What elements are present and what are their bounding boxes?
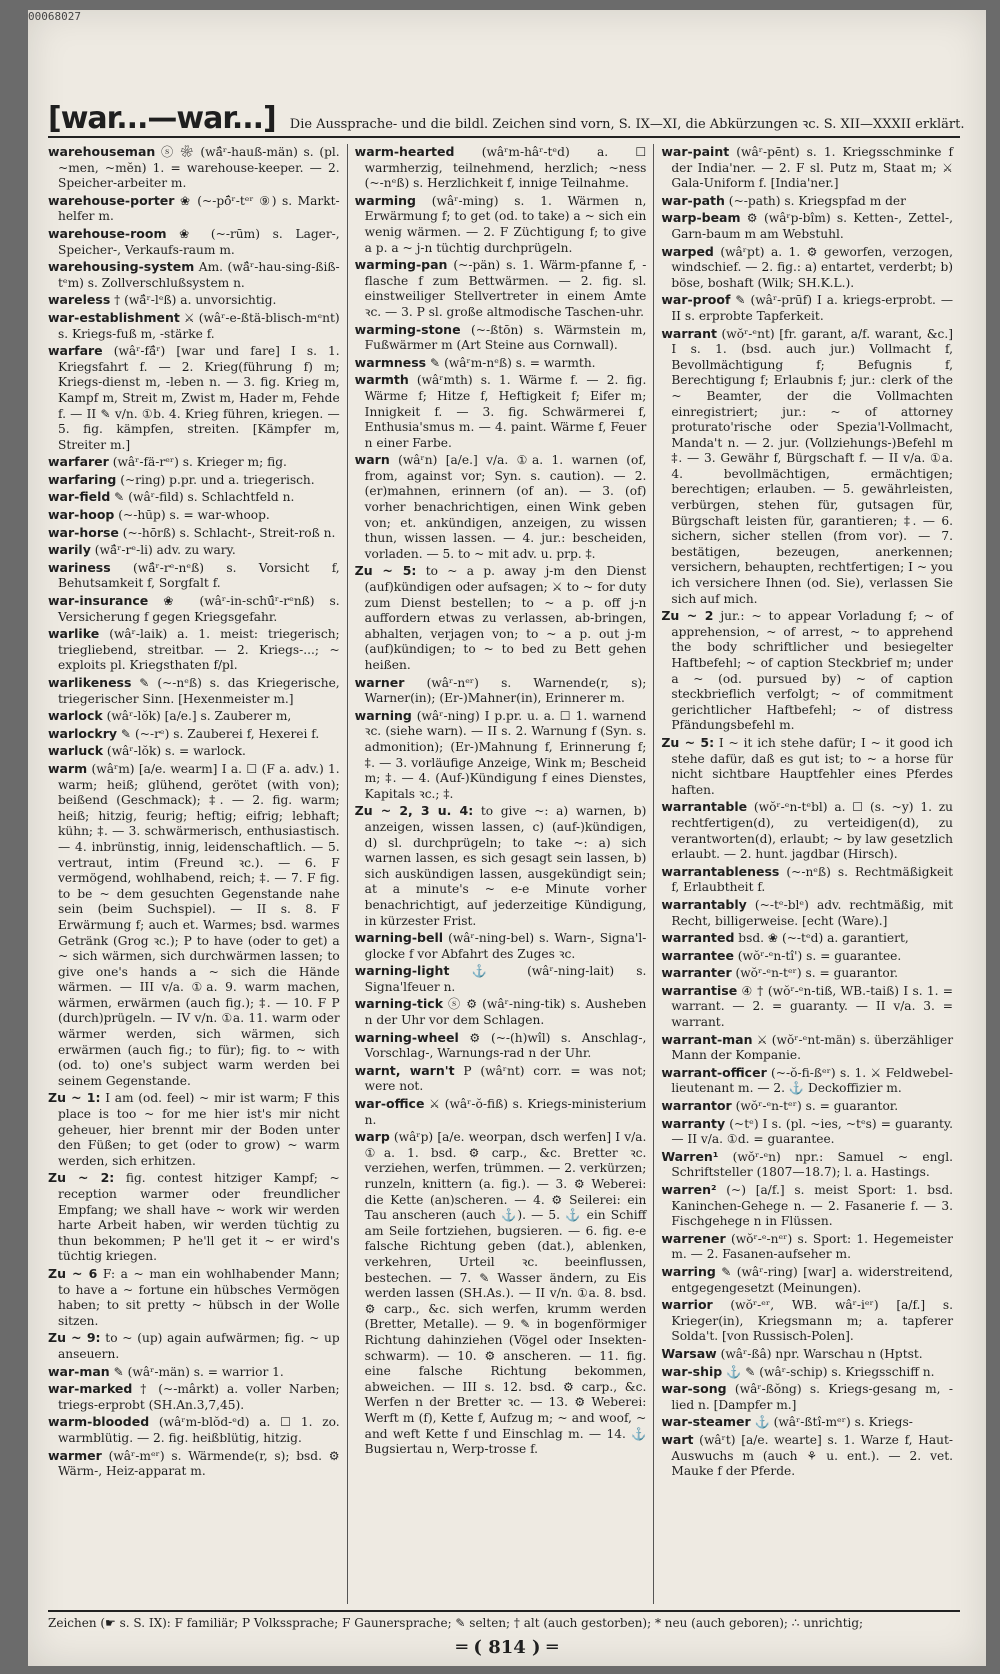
definition: (wŏʳ-ᵉn-tî') s. = guarantee. (733, 948, 902, 963)
definition: (~-pän) s. 1. Wärm-pfanne f, -flasche f zum Bettwärmen. — 2. fig. sl. einstweiliger Stellvertreter in einem Amte ꝛc. — 3. P sl. große altmodische Taschen-uhr. (364, 258, 647, 319)
headword: warnt, warn't (354, 1062, 455, 1078)
definition: (wâʳt) [a/e. wearte] s. 1. Warze f, Haut-Auswuchs m (auch ⚘ u. ent.). — 2. vet. Mauke f der Pferde. (671, 1432, 954, 1479)
definition: (wŏʳ-ᵉn-tᵉbl) a. ☐ (s. ~y) 1. zu rechtfertigen(d), zu verteidigen(d), zu verantworten(d), erlaubt; ~ by law gesetzlich erlaubt. — 2. hunt. jagdbar (Hirsch). (671, 800, 954, 862)
dictionary-entry (661, 930, 953, 947)
definition: (~-ŏ-fi-ßᵉʳ) s. 1. ⚔ Feldwebel-lieutenant m. — 2. ⚓ Deckoffizier m. (671, 1065, 954, 1096)
dictionary-entry (48, 542, 340, 559)
dictionary-entry (661, 1381, 953, 1413)
definition: (wŏʳ-ᵉn) npr.: Samuel ~ engl. Schriftsteller (1807—18.7); l. a. Hastings. (671, 1149, 954, 1180)
definition: ✎ (wâʳ-prūf) I a. kriegs-erprobt. — II s. erprobte Tapferkeit. (671, 293, 954, 323)
definition: (wâʳ-lŏk) [a/e.] s. Zauberer m, (102, 709, 292, 724)
headword: warily (48, 542, 91, 558)
definition: ⚓ (wâʳ-ning-lait) s. Signa'lfeuer n. (364, 964, 647, 994)
dictionary-entry (661, 1116, 953, 1148)
dictionary-entry (661, 1297, 953, 1345)
definition: (wŏʳ-ᵉn-tᵉʳ) s. = guarantor. (731, 1099, 899, 1114)
definition: (wâʳ-laik) a. 1. meist: triegerisch; triegliebend, streitbar. — 2. Kriegs-...; ~ exploits pl. Kriegsthaten f/pl. (58, 627, 340, 673)
definition: (~-tᵉ-blᵉ) adv. rechtmäßig, mit Recht, billigerweise. [echt (Ware).] (671, 897, 954, 928)
dictionary-entry (48, 525, 340, 542)
headword: wart (661, 1431, 694, 1447)
headword: war-hoop (48, 507, 115, 523)
headword: warrant-officer (661, 1064, 767, 1080)
definition: ❀ (~-rūm) s. Lager-, Speicher-, Verkaufs-raum m. (58, 226, 340, 257)
definition: ⚔ (wŏʳ-ᵉnt-män) s. überzähliger Mann der Kompanie. (671, 1032, 954, 1063)
symbol-legend: Zeichen (☛ s. S. IX): F familiär; P Volkssprache; F Gaunersprache; ✎ selten; † alt (auch gestorben); * neu (auch geboren); ∴ unrichtig; (48, 1610, 960, 1630)
definition: (wŏʳ-ᵉ-nᵉʳ) s. Sport: 1. Hegemeister m. — 2. Fasanen-aufseher m. (671, 1231, 954, 1262)
dictionary-entry (48, 708, 340, 725)
headword: war-horse (48, 524, 119, 540)
headword: war-steamer (661, 1414, 751, 1430)
definition: ④ † (wŏʳ-ᵉn-tiß, WB.-taiß) I s. 1. = warrant. — 2. = guaranty. — II v/a. 3. = warrant. (671, 983, 954, 1030)
headword: warrantor (661, 1098, 732, 1114)
dictionary-entry (661, 1364, 953, 1381)
dictionary-entry (661, 864, 953, 896)
definition: (~-hōrß) s. Schlacht-, Streit-roß n. (118, 525, 336, 540)
definition: ✎ (wâʳm-nᵉß) s. = warmth. (426, 355, 596, 370)
headword: Zu ~ 2, 3 u. 4: (354, 803, 474, 819)
headword: warrantable (661, 799, 748, 815)
headword: war-marked (48, 1381, 133, 1397)
definition: (wâʳpt) a. 1. ⚙ geworfen, verzogen, windschief. — 2. fig.: a) entartet, verderbt; b) böse, boshaft (Wilk; SH.K.L.). (671, 244, 954, 290)
headword: warlockry (48, 725, 118, 741)
definition: jur.: ~ to appear Vorladung f; ~ of apprehension, ~ of arrest, ~ to apprehend the body schriftlicher und besiegelter Haftbefehl; ~ of caption Steckbrief m; under a ~ (od. pursued by) ~ of caption steckbrieflich verfolgt; ~ of commitment gerichtlicher Haftbefehl; ~ of distress Pfändungsbefehl m. (671, 609, 954, 733)
headword: warlock (48, 708, 103, 724)
headword: warfare (48, 343, 103, 359)
definition: ⚙ (~-(h)wîl) s. Anschlag-, Vorschlag-, Warnungs-rad n der Uhr. (364, 1030, 647, 1061)
definition: fig. contest hitziger Kampf; ~ reception warmer oder freundlicher Empfang; we shall have ~ work wir werden harte Arbeit haben, wir werden tüchtig zu thun bekommen; P he'll get it ~ er wird's tüchtig kriegen. (58, 1171, 340, 1264)
dictionary-entry (355, 322, 647, 354)
definition: (~ring) p.pr. und a. triegerisch. (116, 472, 315, 487)
definition: (wŏʳ-ᵉn-tᵉʳ) s. = guarantor. (731, 966, 899, 981)
columns (48, 144, 960, 1604)
dictionary-entry (48, 489, 340, 506)
headword: Warren¹ (661, 1148, 719, 1164)
definition: ⓢ ❀ (wä̂ʳ-hauß-män) s. (pl. ~men, ~mĕn) 1. = warehouse-keeper. — 2. Speicher-arbeiter m. (58, 145, 340, 191)
definition: (wâʳ-mᵉʳ) s. Wärmende(r, s); bsd. ⚙ Wärm-, Heiz-apparat m. (58, 1448, 340, 1479)
headword: Zu ~ 1: (48, 1090, 101, 1106)
dictionary-entry (48, 310, 340, 342)
column-1 (48, 144, 347, 1604)
dictionary-entry (48, 1266, 340, 1329)
headword: warehouse-porter (48, 192, 175, 208)
headword: warmer (48, 1447, 102, 1463)
headword: warranter (661, 965, 732, 981)
headword: warming-stone (354, 321, 461, 337)
page-header (48, 98, 965, 138)
definition: (wâʳ-ßŏng) s. Kriegs-gesang m, -lied n. [Dampfer m.] (671, 1382, 954, 1412)
definition: ⚓ ✎ (wâʳ-schip) s. Kriegsschiff n. (722, 1364, 935, 1379)
headword: warn (354, 452, 390, 468)
definition: (~-hūp) s. = war-whoop. (114, 508, 270, 523)
definition: (wâʳ-ßâ) npr. Warschau n (Hptst. (716, 1346, 923, 1361)
definition: ⚙ (wâʳp-bîm) s. Ketten-, Zettel-, Garn-baum m am Webstuhl. (671, 211, 954, 241)
dictionary-entry (48, 743, 340, 760)
dictionary-entry (661, 210, 953, 242)
dictionary-entry (48, 726, 340, 743)
dictionary-entry (48, 626, 340, 674)
headword: war-ship (661, 1363, 723, 1379)
headword: warrener (661, 1230, 726, 1246)
header-note: Die Aussprache- und die bildl. Zeichen sind vorn, S. IX—XI, die Abkürzungen ꝛc. S. XII—XXXII erklärt. (289, 117, 965, 132)
definition: † (~-mârkt) a. voller Narben; triegs-erprobt (SH.An.3,7,45). (58, 1382, 340, 1412)
headword: war-establishment (48, 309, 180, 325)
dictionary-entry (355, 563, 647, 673)
dictionary-entry (661, 326, 953, 608)
headword: warrantably (661, 896, 747, 912)
guide-words: [war...—war...] (48, 101, 276, 136)
dictionary-entry (48, 259, 340, 291)
dictionary-entry (355, 1063, 647, 1095)
definition: ⓢ ⚙ (wâʳ-ning-tik) s. Ausheben n der Uhr vor dem Schlagen. (364, 997, 647, 1028)
headword: warrior (661, 1297, 713, 1313)
dictionary-entry (661, 608, 953, 734)
column-3 (653, 144, 960, 1604)
headword: warranted (661, 930, 735, 946)
dictionary-entry (355, 372, 647, 451)
dictionary-entry (48, 472, 340, 489)
headword: Zu ~ 2 (661, 608, 714, 624)
definition: (wâʳ-ning-bel) s. Warn-, Signa'l-glocke f vor Abfahrt des Zuges ꝛc. (364, 931, 647, 961)
definition: (wâʳp) [a/e. weorpan, dsch werfen] I v/a. ①a. 1. bsd. ⚙ carp., &c. Bretter ꝛc. verziehen, werfen, trümmen. — 2. verkürzen; runzeln, knittern (a. fig.). — 3. ⚙ Weberei: die Kette (an)scheren. — 4. ⚙ Seilerei: ein Tau anscheren (auch ⚓). — 5. ⚓ ein Schiff am Seile fortziehen, bugsieren. — 6. fig. e-e falsche Richtung geben (dat.), ablenken, verkehren, Urteil ꝛc. beeinflussen, bestechen. — 7. ✎ Wasser ändern, zu Eis werden lassen (SH.As.). — II v/n. ①a. 8. bsd. ⚙ carp., &c. sich werfen, krumm werden (Bretter, Metalle). — 9. ✎ in bogenförmiger Richtung dahinziehen (Vögel oder Insekten-schwarm). — 10. ⚙ anscheren. — 11. fig. eine falsche Richtung bekommen, abweichen. — III s. 12. bsd. ⚙ carp., &c. Werfen n der Bretter ꝛc. — 13. ⚙ Weberei: Werft m (f), Kette f, Aufzug m; ~ and woof, ~ and weft Kette f und Einschlag m. — 14. ⚓ Bugsiertau n, Werp-trosse f. (364, 1130, 647, 1457)
definition: I ~ it ich stehe dafür; I ~ it good ich stehe dafür, daß es gut ist; to ~ a horse für nicht sichtbare Hauptfehler eines Pferdes haften. (671, 735, 954, 797)
definition: ❀ (wâʳ-in-schū̂ʳ-rᵉnß) s. Versicherung f gegen Kriegsgefahr. (58, 594, 340, 624)
headword: warped (661, 243, 714, 259)
dictionary-entry (48, 292, 340, 309)
dictionary-entry (48, 1170, 340, 1265)
headword: Zu ~ 9: (48, 1330, 101, 1346)
definition: (wâʳ-ming) s. 1. Wärmen n, Erwärmung f; to get (od. to take) a ~ sich ein wenig wärmen. — 2. F Züchtigung f; to give a p. a ~ j-n tüchtig durchprügeln. (364, 193, 647, 255)
dictionary-entry (661, 1098, 953, 1115)
dictionary-entry (355, 1030, 647, 1062)
headword: Zu ~ 5: (661, 734, 715, 750)
definition: (wâʳ-ning) I p.pr. u. a. ☐ 1. warnend ꝛc. (siehe warn). — II s. 2. Warnung f (Syn. s. admonition); (Er-)Mahnung f, Erinnerung f; ‡. — 3. vorläufige Anzeige, Wink m; Bescheid m; ‡. — 4. (Auf-)Kündigung f eines Dienstes, Kapitals ꝛc.; ‡. (364, 708, 647, 801)
definition: ✎ (~-nᵉß) s. das Kriegerische, triegerischer Sinn. [Hexenmeister m.] (58, 676, 340, 706)
definition: ✎ (~-rᵉ) s. Zauberei f, Hexerei f. (117, 726, 320, 741)
headword: warfaring (48, 471, 117, 487)
headword: wareless (48, 292, 111, 308)
definition: (~-ßtōn) s. Wärmstein m, Fußwärmer m (Art Steine aus Cornwall). (364, 322, 647, 353)
headword: warrantee (661, 947, 734, 963)
definition: (~-path) s. Kriegspfad m der (724, 193, 906, 208)
definition: (wä̂ʳ-rᵉ-nᵉß) s. Vorsicht f, Behutsamkeit f, Sorgfalt f. (58, 560, 340, 591)
definition: ⚓ (wâʳ-ßtî-mᵉʳ) s. Kriegs- (750, 1415, 913, 1430)
dictionary-entry (661, 965, 953, 982)
dictionary-entry (661, 193, 953, 210)
dictionary-entry (355, 803, 647, 929)
definition: (wŏʳ-ᵉʳ, WB. wâʳ-iᵉʳ) [a/f.] s. Krieger(in), Kriegsmann m; a. tapferer Solda't. [von Russisch-Polen]. (671, 1298, 954, 1344)
dictionary-entry (48, 560, 340, 592)
definition: bsd. ❀ (~-tᵉd) a. garantiert, (734, 931, 909, 946)
headword: war-song (661, 1381, 727, 1397)
dictionary-entry (48, 1364, 340, 1381)
definition: (wâʳn) [a/e.] v/a. ①a. 1. warnen (of, from, against vor; Syn. s. caution). — 2. (er)mahnen, erinnern (of an). — 3. (of) vorher benachrichtigen, einen Wink geben von; et. ankündigen, anzeigen, zu wissen thun, wissen lassen. — 4. jur.: bescheiden, vorladen. — 5. to ~ mit adv. u. prp. ‡. (364, 453, 647, 561)
dictionary-entry (661, 983, 953, 1031)
dictionary-entry (661, 799, 953, 862)
headword: warrantableness (661, 863, 780, 879)
headword: warp (354, 1129, 390, 1145)
dictionary-entry (661, 1231, 953, 1263)
headword: warm-blooded (48, 1414, 150, 1430)
headword: Zu ~ 6 (48, 1265, 98, 1281)
headword: war-path (661, 192, 725, 208)
dictionary-entry (48, 675, 340, 707)
headword: warehouse-room (48, 225, 167, 241)
dictionary-entry (48, 144, 340, 192)
dictionary-entry (48, 1448, 340, 1480)
definition: (wâʳmth) s. 1. Wärme f. — 2. fig. Wärme f; Hitze f, Heftigkeit f; Eifer m; Innigkeit f. — 3. fig. Schwärmerei f, Enthusia'smus m. — 4. paint. Wärme f, Feuer n einer Farbe. (364, 373, 647, 450)
headword: warning-bell (354, 930, 444, 946)
headword: warrant-man (661, 1031, 753, 1047)
dictionary-entry (48, 507, 340, 524)
headword: Warsaw (661, 1345, 717, 1361)
headword: warren² (661, 1182, 717, 1197)
headword: warlikeness (48, 675, 132, 690)
headword: war-proof (661, 292, 731, 308)
dictionary-entry (661, 244, 953, 292)
headword: warp-beam (661, 210, 741, 226)
definition: (~) [a/f.] s. meist Sport: 1. bsd. Kaninchen-Gehege n. — 2. Fasanerie f. — 3. Fischgehege n in Flüssen. (671, 1183, 954, 1229)
dictionary-entry (355, 996, 647, 1028)
page-number: ═ ( 814 ) ═ (456, 1637, 558, 1658)
definition: (wâʳ-fä̂ʳ) [war und fare] I s. 1. Kriegsfahrt f. — 2. Krieg(führung f) m; Kriegs-dienst m, -leben n. — 3. fig. Krieg m, Kampf m, Streit m, Zwist m, Hader m, Fehde f. — II ✎ v/n. ①b. 4. Krieg führen, kriegen. — 5. fig. kämpfen, streiten. [Kämpfer m, Streiter m.] (58, 344, 340, 452)
headword: warfarer (48, 454, 109, 470)
dictionary-entry (355, 452, 647, 562)
definition: (~tᵉ) I s. (pl. ~ies, ~tᵉs) = guaranty. — II v/a. ①d. = guarantee. (671, 1116, 954, 1147)
definition: ❀ (~-pō̂ʳ-tᵉʳ ⑨) s. Markt-helfer m. (58, 193, 340, 224)
definition: (wŏʳ-ᵉnt) [fr. garant, a/f. warant, &c.] I s. 1. (bsd. auch jur.) Vollmacht f, Bevollmächtigung f; Befugnis f, Berechtigung f; Erlaubnis f; jur.: clerk of the ~ Beamter, der die Vollmachten einregistriert; jur.: ~ of attorney proturato'rische oder Spezia'l-Vollmacht, Manda't n. — 2. jur. (Vollziehungs-)Befehl m ‡. — 3. Gewähr f, Bürgschaft f. — II v/a. ①a. 4. bevollmächtigen, ermächtigen; berechtigen; erlauben. — 5. gewährleisten, verbürgen, stehen für, gutsagen für, Bürgschaft leisten für, garantieren; ‡. — 6. sichern, sicher stellen (from vor). — 7. bestätigen, bezeugen, anerkennen; versichern, behaupten, rechtfertigen; I ~ you ich versichere Ihnen (od. Sie), verlassen Sie sich auf mich. (671, 326, 954, 606)
dictionary-entry (661, 1414, 953, 1431)
dictionary-entry (661, 1149, 953, 1181)
definition: ⚔ (wâʳ-e-ßtä-blisch-mᵉnt) s. Kriegs-fuß m, -stärke f. (58, 310, 340, 341)
column-2 (347, 144, 654, 1604)
definition: (wâʳm-hâʳ-tᵉd) a. ☐ warmherzig, teilnehmend, herzlich; ~ness (~-nᵉß) s. Herzlichkeit f, innige Teilnahme. (364, 145, 647, 191)
dictionary-entry (661, 144, 953, 192)
definition: F: a ~ man ein wohlhabender Mann; to have a ~ fortune ein hübsches Vermögen haben; to sit pretty ~ hübsch in der Wolle sitzen. (58, 1266, 340, 1328)
dictionary-entry (48, 1381, 340, 1413)
definition: (wä̂ʳ-rᵉ-li) adv. zu wary. (90, 543, 236, 558)
dictionary-entry (48, 226, 340, 258)
headword: war-field (48, 489, 111, 505)
headword: warmness (354, 354, 427, 370)
headword: warm-hearted (354, 144, 455, 159)
definition: to ~ a p. away j-m den Dienst (auf)kündigen oder aufsagen; ⚔ to ~ for duty zum Dienst bestellen; to ~ a p. off j-n auffordern etwas zu verlassen, ab-bringen, abhalten, verjagen von; to ~ a p. out j-m (auf)kündigen; to ~ to bed zu Bett gehen heißen. (364, 564, 647, 672)
dictionary-page (28, 10, 986, 1666)
headword: Zu ~ 2: (48, 1170, 115, 1186)
scan-id: 00068027 (28, 10, 81, 23)
dictionary-entry (661, 1264, 953, 1296)
definition: (wâʳ-nᵉʳ) s. Warnende(r, s); Warner(in); (Er-)Mahner(in), Erinnerer m. (364, 675, 647, 706)
headword: war-man (48, 1363, 110, 1379)
dictionary-entry (355, 257, 647, 320)
dictionary-entry (355, 193, 647, 256)
headword: Zu ~ 5: (354, 563, 417, 579)
headword: warmth (354, 372, 409, 388)
definition: (wâʳ-pēnt) s. 1. Kriegsschminke f der India'ner. — 2. F sl. Putz m, Staat m; ⚔ Gala-Uniform f. [India'ner.] (671, 145, 954, 191)
headword: war-paint (661, 144, 730, 159)
definition: (~-nᵉß) s. Rechtmäßigkeit f, Erlaubtheit f. (671, 864, 954, 895)
headword: wariness (48, 559, 111, 575)
headword: warrantise (661, 982, 738, 998)
headword: war-office (354, 1096, 425, 1112)
definition: P (wâʳnt) corr. = was not; were not. (364, 1063, 647, 1094)
dictionary-entry (661, 1432, 953, 1480)
headword: warlike (48, 626, 100, 642)
headword: warluck (48, 743, 104, 759)
definition: to ~ (up) again aufwärmen; fig. ~ up anseuern. (58, 1331, 340, 1361)
definition: I am (od. feel) ~ mir ist warm; F this place is too ~ for me hier ist's mir nicht geheuer, hier brennt mir der Boden unter den Füßen; to get (oder to grow) ~ warm werden, sich erhitzen. (58, 1091, 340, 1168)
dictionary-entry (48, 343, 340, 453)
dictionary-entry (48, 1414, 340, 1446)
definition: ⚔ (wâʳ-ŏ-fiß) s. Kriegs-ministerium n. (364, 1097, 647, 1127)
dictionary-entry (355, 1129, 647, 1457)
dictionary-entry (48, 761, 340, 1089)
dictionary-entry (355, 144, 647, 192)
dictionary-entry (661, 948, 953, 965)
definition: ✎ (wâʳ-ring) [war] a. widerstreitend, entgegengesetzt (Meinungen). (671, 1264, 954, 1295)
definition: † (wä̂ʳ-lᵉß) a. unvorsichtig. (110, 293, 277, 308)
dictionary-entry (661, 1346, 953, 1363)
dictionary-entry (48, 454, 340, 471)
definition: (wâʳ-fä-rᵉʳ) s. Krieger m; fig. (108, 455, 287, 470)
dictionary-entry (661, 1032, 953, 1064)
dictionary-entry (355, 963, 647, 995)
definition: (wâʳm) [a/e. wearm] I a. ☐ (F a. adv.) 1. warm; heiß; glühend, gerötet (with von); beißend (Geschmack); ‡. — 2. fig. warm; heiß; hitzig, feurig; heftig; eifrig; lebhaft; kühn; ‡. — 3. schwärmerisch, enthusiastisch. — 4. inbrünstig, innig, leidenschaftlich. — 5. vertraut, intim (Freund ꝛc.). — 6. F vermögend, wohlhabend, reich; ‡. — 7. F fig. to be ~ dem gesuchten Gegenstande nahe sein (beim Suchspiel). — II s. 8. F Erwärmung f; auch et. Warmes; bsd. warmes Getränk (Grog ꝛc.); P to have (oder to get) a ~ sich wärmen, sich durchwärmen lassen; to give one's hands a ~ sich die Hände wärmen. — III v/a. ①a. 9. warm machen, wärmen, erwärmen (auch fig.); ‡. — 10. F P (durch)prügeln. — IV v/n. ①a. 11. warm oder wärmer werden, sich wärmen, sich erwärmen (auch fig.; to für); fig. to ~ with (od. to) one's subject warm werden bei seinem Gegenstande. (58, 761, 340, 1088)
definition: (wâʳ-lŏk) s. = warlock. (103, 744, 246, 759)
headword: warehouseman (48, 144, 156, 159)
dictionary-entry (661, 1182, 953, 1230)
dictionary-entry (661, 897, 953, 929)
headword: warning-tick (354, 996, 444, 1012)
headword: war-insurance (48, 593, 149, 609)
headword: warm (48, 760, 88, 776)
dictionary-entry (355, 675, 647, 707)
headword: warning (354, 707, 412, 723)
dictionary-entry (48, 1330, 340, 1362)
headword: warranty (661, 1115, 726, 1131)
headword: warring (661, 1263, 716, 1279)
dictionary-entry (48, 593, 340, 625)
dictionary-entry (661, 292, 953, 324)
definition: (wâʳm-blŏd-ᵉd) a. ☐ 1. zo. warmblütig. — 2. fig. heißblütig, hitzig. (58, 1415, 340, 1445)
dictionary-entry (661, 735, 953, 798)
headword: warner (354, 674, 405, 690)
headword: warming-pan (354, 257, 448, 273)
definition: ✎ (wâʳ-män) s. = warrior 1. (109, 1364, 284, 1379)
dictionary-entry (355, 930, 647, 962)
definition: to give ~: a) warnen, b) anzeigen, wissen lassen, c) (auf-)kündigen, d) sl. durchprügeln; to take ~: a) sich warnen lassen, es sich gesagt sein lassen, b) sich auskündigen lassen, ausgekündigt sein; at a minute's ~ e-e Minute vorher benachrichtigt, auf jederzeitige Kündigung, in kürzester Frist. (364, 804, 647, 928)
dictionary-entry (661, 1065, 953, 1097)
headword: warming (354, 192, 416, 208)
headword: warning-wheel (354, 1029, 459, 1045)
headword: warrant (661, 325, 717, 341)
dictionary-entry (355, 355, 647, 372)
dictionary-entry (355, 1096, 647, 1128)
headword: warehousing-system (48, 259, 195, 275)
definition: ✎ (wâʳ-fild) s. Schlachtfeld n. (110, 490, 295, 505)
dictionary-entry (48, 193, 340, 225)
dictionary-entry (48, 1090, 340, 1169)
headword: warning-light (354, 963, 450, 979)
dictionary-entry (355, 708, 647, 803)
definition: Am. (wä̂ʳ-hau-sing-ßiß-tᵉm) s. Zollverschlußsystem n. (58, 260, 340, 290)
